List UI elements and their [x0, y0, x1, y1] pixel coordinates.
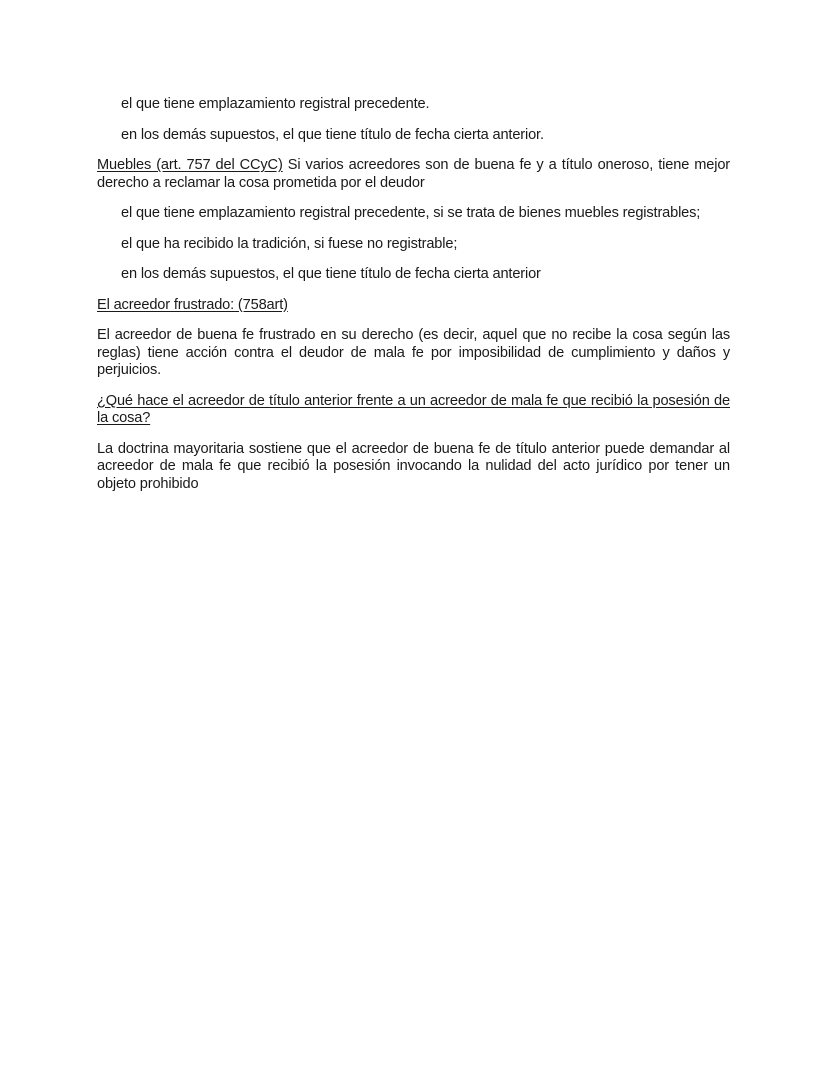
list-item: en los demás supuestos, el que tiene título de fecha cierta anterior. [121, 126, 544, 143]
list-item: en los demás supuestos, el que tiene título de fecha cierta anterior [121, 266, 541, 282]
list-item: el que ha recibido la tradición, si fuese no registrable; [121, 235, 458, 252]
section-heading-muebles: Muebles (art. 757 del CCyC) [97, 157, 283, 173]
document-page [97, 96, 730, 506]
muebles-paragraph [97, 157, 730, 192]
paragraph-text: Si varios acreedores son de buena fe y a título oneroso, tiene mejor derecho a reclamar la cosa prometida por el deudor [97, 157, 731, 191]
body-paragraph: La doctrina mayoritaria sostiene que el acreedor de buena fe de título anterior puede demandar al acreedor de mala fe que recibió la posesión invocando la nulidad del acto jurídico por tener un objeto prohibido [97, 440, 730, 492]
section-heading-question: ¿Qué hace el acreedor de título anterior frente a un acreedor de mala fe que recibió la posesión de la cosa? [97, 392, 730, 426]
section-heading-acreedor-frustrado: El acreedor frustrado: (758art) [97, 296, 288, 313]
list-item: el que tiene emplazamiento registral precedente. [121, 96, 430, 112]
list-item: el que tiene emplazamiento registral precedente, si se trata de bienes muebles registrables; [121, 205, 701, 221]
body-paragraph: El acreedor de buena fe frustrado en su derecho (es decir, aquel que no recibe la cosa según las reglas) tiene acción contra el deudor de mala fe por imposibilidad de cumplimiento y daños y perjuicios. [97, 327, 730, 378]
